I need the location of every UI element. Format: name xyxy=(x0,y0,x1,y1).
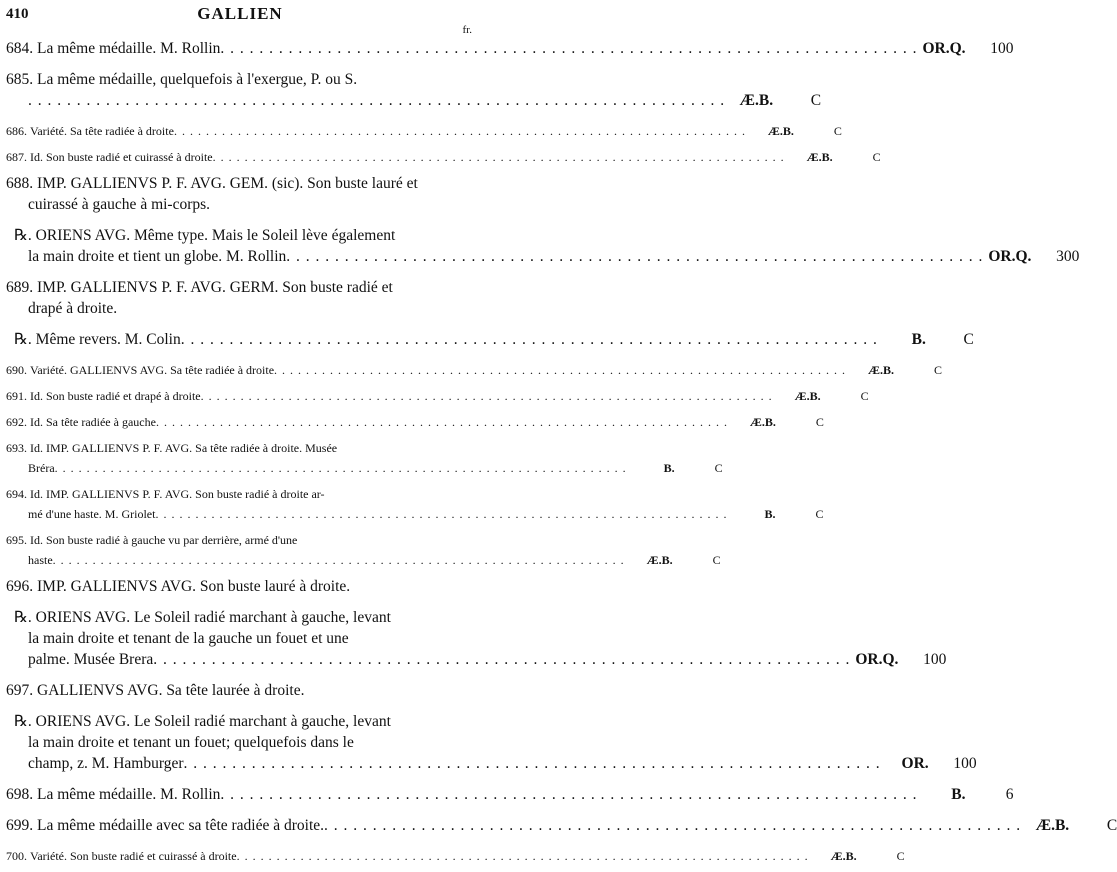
entry-text: Id. Son buste radié à gauche vu par derrière, armé d'une xyxy=(30,533,298,547)
entry-number: 685. xyxy=(6,71,34,88)
metal-grade: Æ.B. xyxy=(806,150,833,164)
entry-number: 686. xyxy=(6,124,27,138)
metal-grade: B. xyxy=(764,507,776,521)
catalogue-entry xyxy=(6,711,977,774)
entry-line xyxy=(6,360,943,380)
entry-number: 697. xyxy=(6,682,34,699)
catalogue-entry xyxy=(6,69,822,111)
dot-leader xyxy=(153,649,850,670)
entry-line xyxy=(6,38,1014,59)
entry-text: ORIENS AVG. Le Soleil radié marchant à gauche, levant xyxy=(35,609,391,626)
entry-line xyxy=(6,147,881,167)
entry-number: 690. xyxy=(6,363,27,377)
entry-number: 699. xyxy=(6,817,34,834)
catalogue-entry xyxy=(6,680,474,701)
entry-text: La même médaille. M. Rollin xyxy=(37,786,221,803)
entry-text: cuirassé à gauche à mi-corps. xyxy=(28,196,211,213)
entry-line xyxy=(6,458,723,478)
catalogue-entry xyxy=(6,173,474,215)
metal-grade: B. xyxy=(663,461,675,475)
running-title: GALLIEN xyxy=(197,4,283,23)
entry-line xyxy=(6,90,822,111)
metal-grade: Æ.B. xyxy=(830,849,857,863)
metal-grade: Æ.B. xyxy=(794,389,821,403)
catalogue-entry xyxy=(6,277,474,319)
price-value: C xyxy=(815,415,824,429)
entry-line xyxy=(6,732,474,753)
entry-text: Id. IMP. GALLIENVS P. F. AVG. Son buste radié à droite ar- xyxy=(30,487,325,501)
entry-number: 689. xyxy=(6,279,34,296)
price-value: 6 xyxy=(1005,786,1014,803)
entry-text: Id. Son buste radié et cuirassé à droite xyxy=(30,150,213,164)
catalogue-entry xyxy=(6,607,947,670)
dot-leader xyxy=(55,458,627,478)
dot-leader xyxy=(201,386,773,406)
entry-line xyxy=(6,412,824,432)
catalogue-entry xyxy=(6,329,974,350)
metal-grade: OR.Q. xyxy=(855,651,899,668)
price-value: C xyxy=(896,849,905,863)
price-value: C xyxy=(1106,817,1117,834)
entry-text: la main droite et tenant de la gauche un fouet et une xyxy=(28,630,349,647)
entry-text: la main droite et tient un globe. M. Rollin xyxy=(28,248,287,265)
entry-line xyxy=(6,576,474,597)
dot-leader xyxy=(28,90,725,111)
dot-leader xyxy=(184,753,881,774)
price-value: C xyxy=(833,124,842,138)
page-header xyxy=(6,4,474,26)
entry-line xyxy=(6,504,824,524)
metal-grade: Æ.B. xyxy=(868,363,895,377)
price-value: C xyxy=(934,363,943,377)
entry-number: 695. xyxy=(6,533,27,547)
entry-number: 687. xyxy=(6,150,27,164)
price-value: C xyxy=(963,331,974,348)
entry-line xyxy=(6,550,721,570)
entry-line xyxy=(6,846,905,866)
price-value: C xyxy=(714,461,723,475)
entry-line xyxy=(6,815,1117,836)
catalogue-entry xyxy=(6,530,721,570)
dot-leader xyxy=(174,121,746,141)
entry-text: La même médaille. M. Rollin xyxy=(37,40,221,57)
entry-line xyxy=(6,173,474,194)
entry-number: 688. xyxy=(6,175,34,192)
entry-text: GALLIENVS AVG. Sa tête laurée à droite. xyxy=(37,682,305,699)
metal-grade: Æ.B. xyxy=(749,415,776,429)
page-number: 410 xyxy=(6,6,29,22)
dot-leader xyxy=(213,147,785,167)
price-value: 100 xyxy=(953,755,977,772)
metal-grade: OR.Q. xyxy=(988,248,1032,265)
entry-number: 700. xyxy=(6,849,27,863)
reverse-marker: ℞. xyxy=(14,713,32,730)
dot-leader xyxy=(220,784,917,805)
entry-line xyxy=(6,784,1014,805)
entry-text: Id. Sa tête radiée à gauche xyxy=(30,415,156,429)
metal-grade: B. xyxy=(951,786,966,803)
entry-text: Bréra xyxy=(28,461,55,475)
entry-line xyxy=(6,329,974,350)
entry-text: palme. Musée Brera xyxy=(28,651,154,668)
catalogue-entry xyxy=(6,147,881,167)
catalogue-entry xyxy=(6,846,905,866)
price-value: 300 xyxy=(1056,248,1080,265)
entry-number: 698. xyxy=(6,786,34,803)
entry-line xyxy=(6,628,474,649)
metal-grade: B. xyxy=(911,331,926,348)
catalogue-entry xyxy=(6,576,474,597)
dot-leader xyxy=(237,846,809,866)
entry-text: Même revers. M. Colin xyxy=(35,331,181,348)
dot-leader xyxy=(181,329,878,350)
entry-line xyxy=(6,277,474,298)
dot-leader xyxy=(155,504,727,524)
entry-text: Id. IMP. GALLIENVS P. F. AVG. Sa tête radiée à droite. Musée xyxy=(30,441,338,455)
entry-number: 693. xyxy=(6,441,27,455)
catalogue-entry xyxy=(6,815,1117,836)
dot-leader xyxy=(286,246,983,267)
reverse-marker: ℞. xyxy=(14,609,32,626)
entry-line xyxy=(6,225,474,246)
price-value: 100 xyxy=(990,40,1014,57)
entry-number: 696. xyxy=(6,578,34,595)
reverse-marker: ℞. xyxy=(14,227,32,244)
catalogue-entry xyxy=(6,386,869,406)
metal-grade: OR.Q. xyxy=(922,40,966,57)
dot-leader xyxy=(274,360,846,380)
entry-number: 691. xyxy=(6,389,27,403)
metal-grade: Æ.B. xyxy=(739,92,774,109)
entry-list xyxy=(6,38,1117,872)
entry-line xyxy=(6,530,474,550)
catalogue-entry xyxy=(6,484,824,524)
entry-line xyxy=(6,386,869,406)
entry-text: haste xyxy=(28,553,53,567)
entry-text: IMP. GALLIENVS P. F. AVG. GERM. Son buste radié et xyxy=(37,279,393,296)
price-unit-label: fr. xyxy=(462,24,472,36)
metal-grade: Æ.B. xyxy=(767,124,794,138)
entry-text: Variété. Son buste radié et cuirassé à droite xyxy=(30,849,237,863)
catalogue-entry xyxy=(6,121,842,141)
metal-grade: OR. xyxy=(901,755,929,772)
price-value: C xyxy=(815,507,824,521)
price-value: 100 xyxy=(923,651,947,668)
price-value: C xyxy=(860,389,869,403)
price-value: C xyxy=(872,150,881,164)
entry-line xyxy=(6,680,474,701)
metal-grade: Æ.B. xyxy=(646,553,673,567)
entry-line xyxy=(6,438,474,458)
entry-text: La même médaille, quelquefois à l'exergue, P. ou S. xyxy=(37,71,358,88)
entry-text: champ, z. M. Hamburger xyxy=(28,755,184,772)
catalogue-entry xyxy=(6,38,1014,59)
entry-number: 692. xyxy=(6,415,27,429)
entry-line xyxy=(6,194,474,215)
entry-text: Variété. Sa tête radiée à droite xyxy=(30,124,174,138)
entry-line xyxy=(6,69,474,90)
entry-line xyxy=(6,607,474,628)
entry-text: drapé à droite. xyxy=(28,300,118,317)
entry-text: Id. Son buste radié et drapé à droite xyxy=(30,389,201,403)
entry-text: ORIENS AVG. Même type. Mais le Soleil lève également xyxy=(35,227,396,244)
catalogue-entry xyxy=(6,412,824,432)
price-value: C xyxy=(810,92,822,109)
catalogue-entry xyxy=(6,225,1080,267)
reverse-marker: ℞. xyxy=(14,331,32,348)
catalogue-entry xyxy=(6,784,1014,805)
metal-grade: Æ.B. xyxy=(1035,817,1070,834)
catalogue-entry xyxy=(6,360,943,380)
price-value: C xyxy=(712,553,721,567)
entry-text: Variété. GALLIENVS AVG. Sa tête radiée à droite xyxy=(30,363,275,377)
entry-number: 684. xyxy=(6,40,34,57)
entry-text: mé d'une haste. M. Griolet xyxy=(28,507,156,521)
entry-text: La même médaille avec sa tête radiée à droite. xyxy=(37,817,325,834)
entry-line xyxy=(6,246,1080,267)
entry-text: IMP. GALLIENVS P. F. AVG. GEM. (sic). Son buste lauré et xyxy=(37,175,418,192)
entry-line xyxy=(6,649,947,670)
entry-number: 694. xyxy=(6,487,27,501)
dot-leader xyxy=(53,550,625,570)
entry-line xyxy=(6,484,474,504)
entry-text: la main droite et tenant un fouet; quelquefois dans le xyxy=(28,734,354,751)
dot-leader xyxy=(220,38,917,59)
entry-line xyxy=(6,711,474,732)
entry-text: IMP. GALLIENVS AVG. Son buste lauré à droite. xyxy=(37,578,351,595)
entry-line xyxy=(6,298,474,319)
entry-line xyxy=(6,121,842,141)
dot-leader xyxy=(156,412,728,432)
entry-text: ORIENS AVG. Le Soleil radié marchant à gauche, levant xyxy=(35,713,391,730)
catalogue-entry xyxy=(6,438,723,478)
dot-leader xyxy=(324,815,1021,836)
entry-line xyxy=(6,753,977,774)
